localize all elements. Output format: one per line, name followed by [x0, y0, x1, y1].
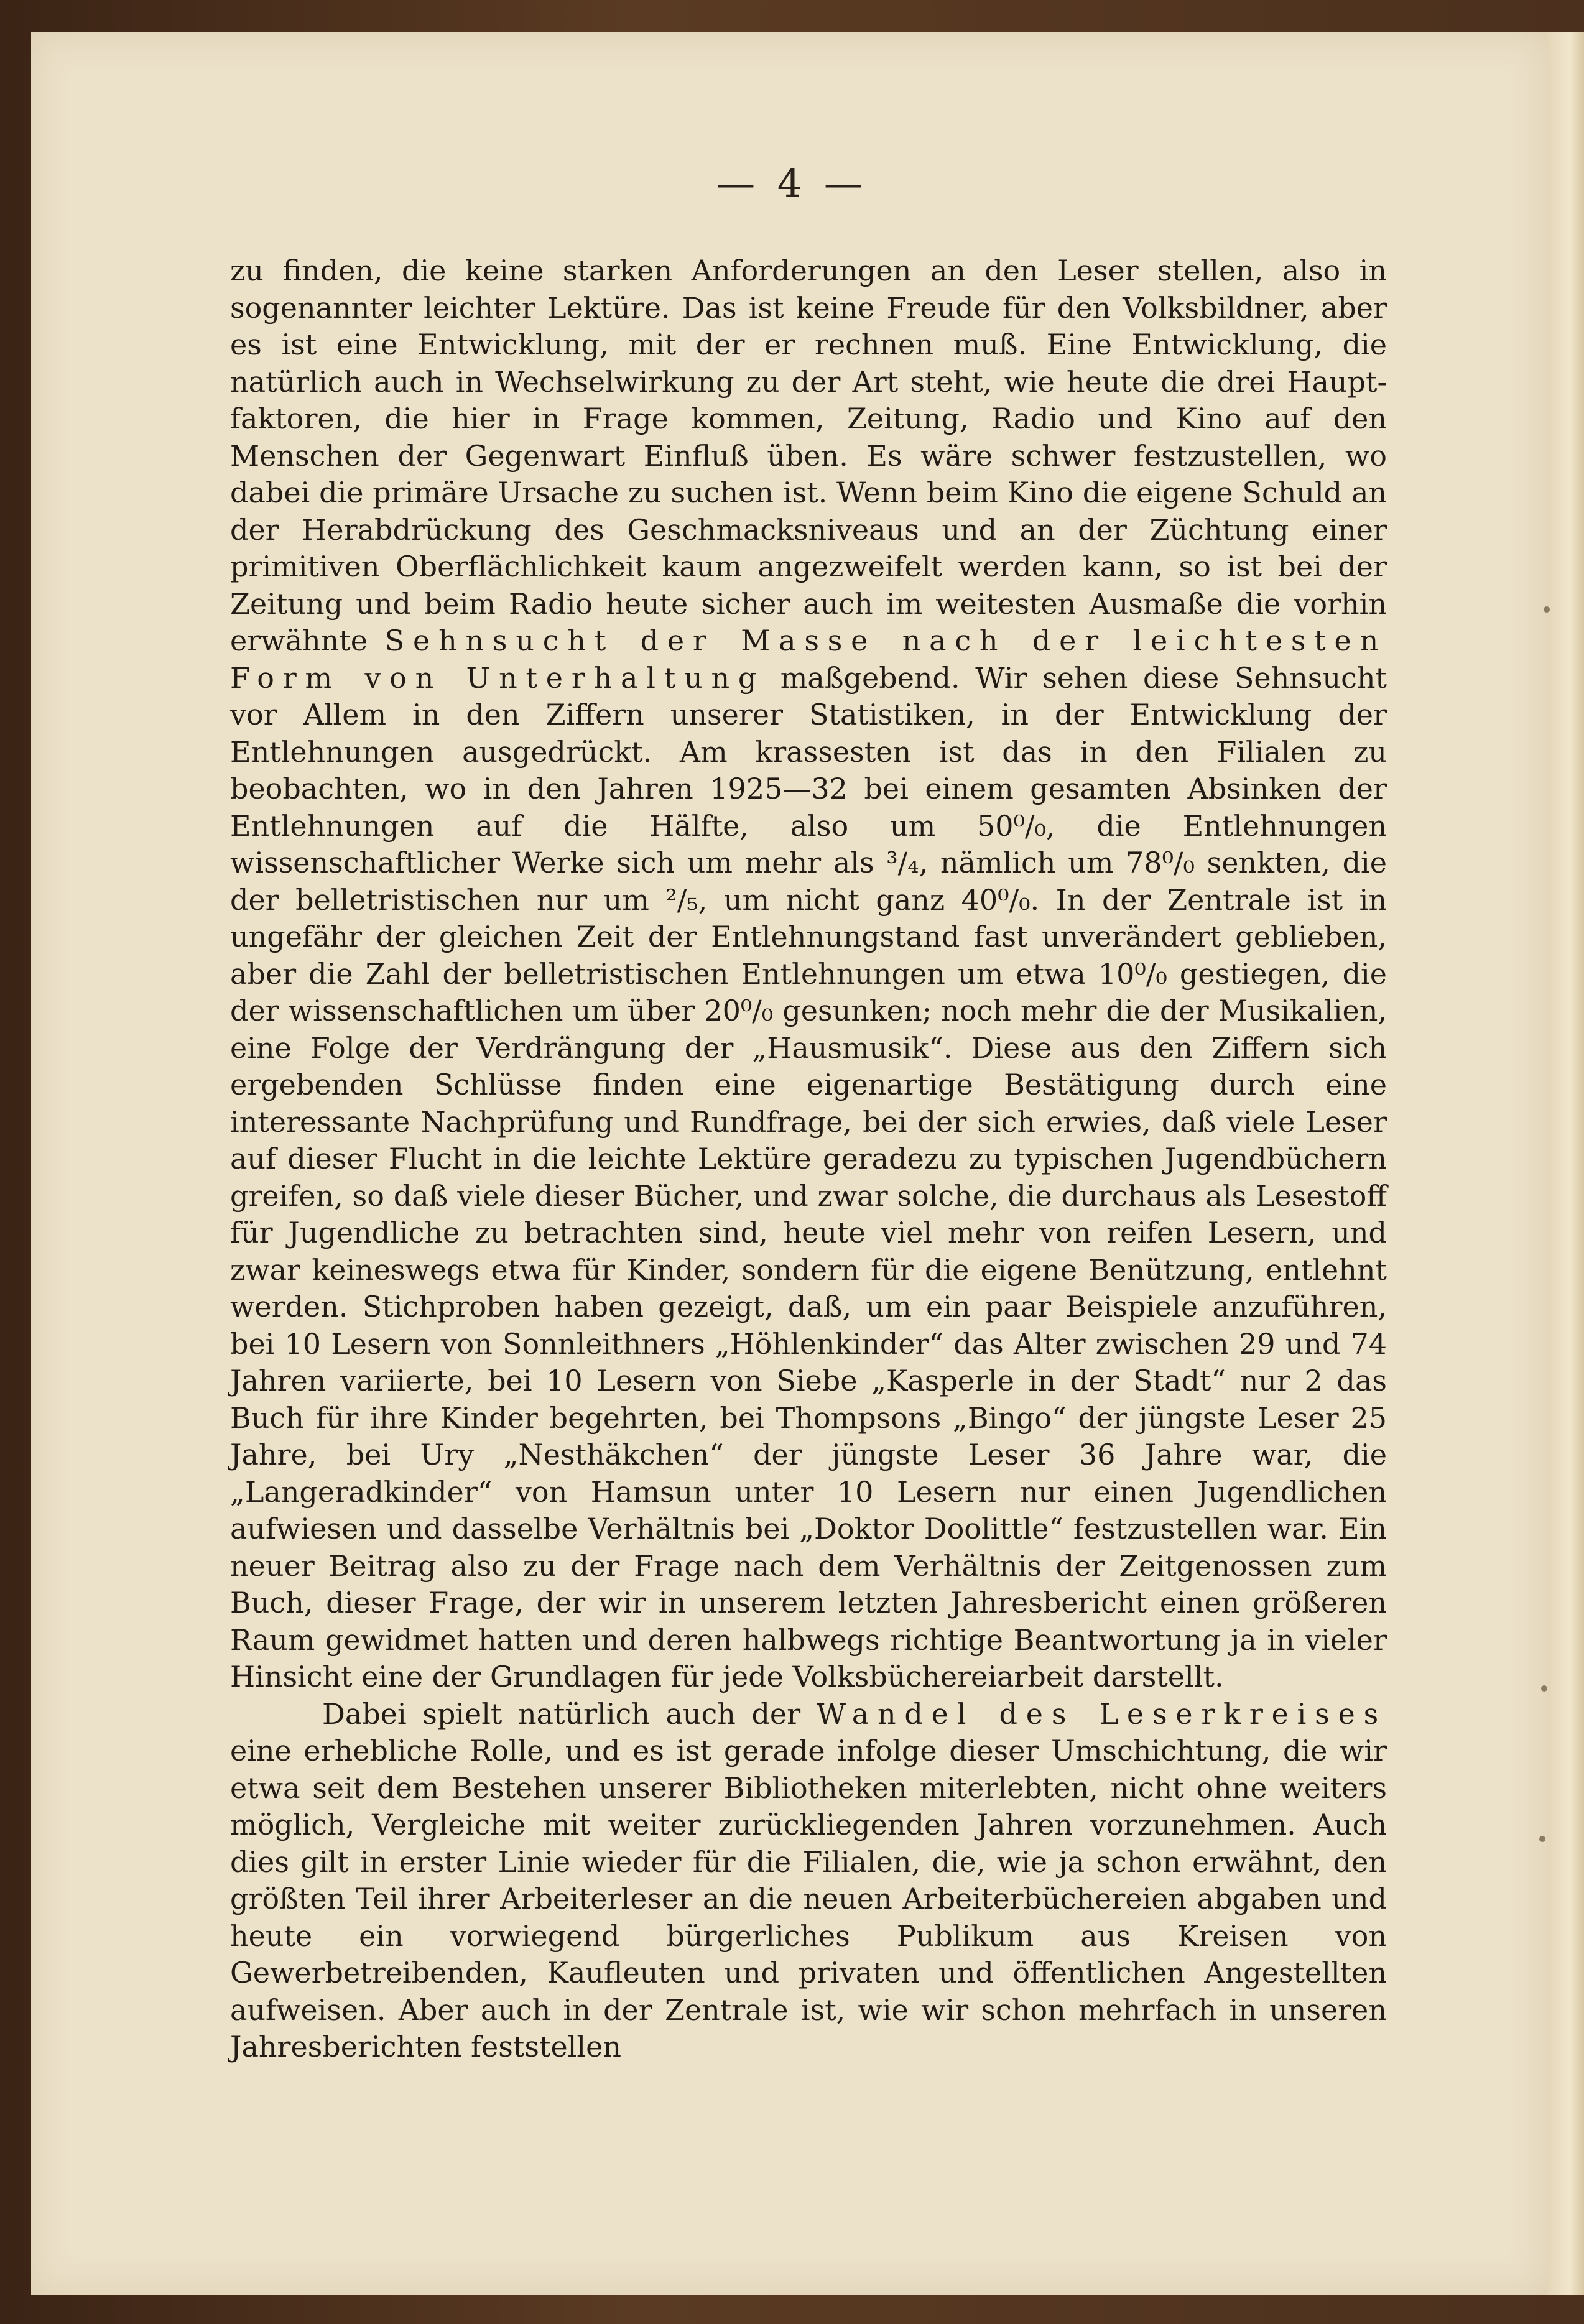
paragraph-2-emphasis: Wandel des Leserkreises — [816, 1697, 1387, 1731]
page-number: — 4 — — [716, 160, 868, 206]
margin-speck — [1544, 606, 1550, 613]
paragraph-1-emphasis: Sehnsucht der Masse nach der leichtesten Form von Unterhaltung — [230, 624, 1387, 695]
paragraph-1 — [230, 252, 1387, 1696]
margin-speck — [1541, 1685, 1547, 1692]
paragraph-2-segment-3: eine erhebliche Rolle, und es ist gerade infolge dieser Umschichtung, die wir etwa seit dem Bestehen unserer Bibliotheken miterlebten, nicht ohne weiters möglich, Vergleiche mit weiter zurückliegenden Jahren vorzunehmen. Auch dies gilt in erster Linie wieder für die Filialen, die, wie ja schon erwähnt, den größten Teil ihrer Arbeiterleser an die neuen Arbeiterbüchereien abgaben und heute ein vorwiegend bürgerliches Publikum aus Kreisen von Gewerbetreibenden, Kaufleuten und privaten und öffentlichen Angestellten aufweisen. Aber auch in der Zentrale ist, wie wir schon mehrfach in unseren Jahresberichten feststellen — [230, 1734, 1387, 2063]
paragraph-1-segment-3: maßgebend. Wir sehen diese Sehnsucht vor Allem in den Ziffern unserer Statistiken, in der Entwicklung der Entlehnungen ausgedrückt. Am krassesten ist das in den Filialen zu beobachten, wo in den Jahren 1925—32 bei einem gesamten Absinken der Entlehnungen auf die Hälfte, also um 50⁰/₀, die Entlehnungen wissenschaftlicher Werke sich um mehr als ³/₄, nämlich um 78⁰/₀ senkten, die der belletristischen nur um ²/₅, um nicht ganz 40⁰/₀. In der Zentrale ist in ungefähr der gleichen Zeit der Entlehnungstand fast unverändert geblieben, aber die Zahl der belletristischen Entlehnungen um etwa 10⁰/₀ gestiegen, die der wissenschaftlichen um über 20⁰/₀ gesunken; noch mehr die der Musikalien, eine Folge der Verdrängung der „Hausmusik“. Diese aus den Ziffern sich ergebenden Schlüsse finden eine eigenartige Bestätigung durch eine interessante Nachprüfung und Rundfrage, bei der sich erwies, daß viele Leser auf dieser Flucht in die leichte Lektüre geradezu zu typischen Jugendbüchern greifen, so daß viele dieser Bücher, und zwar solche, die durchaus als Lesestoff für Jugendliche zu betrachten sind, heute viel mehr von reifen Lesern, und zwar keineswegs etwa für Kinder, sondern für die eigene Benützung, entlehnt werden. Stichproben haben gezeigt, daß, um ein paar Beispiele anzuführen, bei 10 Lesern von Sonnleithners „Höhlenkinder“ das Alter zwischen 29 und 74 Jahren variierte, bei 10 Lesern von Siebe „Kasperle in der Stadt“ nur 2 das Buch für ihre Kinder begehrten, bei Thompsons „Bingo“ der jüngste Leser 25 Jahre, bei Ury „Nesthäkchen“ der jüngste Leser 36 Jahre war, die „Langeradkinder“ von Hamsun unter 10 Lesern nur einen Jugendlichen aufwiesen und dasselbe Verhältnis bei „Doktor Doolittle“ festzustellen war. Ein neuer Beitrag also zu der Frage nach dem Verhältnis der Zeitgenossen zum Buch, dieser Frage, der wir in unserem letzten Jahresbericht einen größeren Raum gewidmet hatten und deren halbwegs richtige Beantwortung ja in vieler Hinsicht eine der Grundlagen für jede Volksbüchereiarbeit darstellt. — [230, 660, 1387, 1693]
paragraph-1-segment-1: zu finden, die keine starken Anforderungen an den Leser stellen, also in sogenannter leichter Lektüre. Das ist keine Freude für den Volksbildner, aber es ist eine Entwicklung, mit der er rechnen muß. Eine Entwicklung, die natürlich auch in Wechselwirkung zu der Art steht, wie heute die drei Hauptfaktoren, die hier in Frage kommen, Zeitung, Radio und Kino auf den Menschen der Gegenwart Einfluß üben. Es wäre schwer festzustellen, wo dabei die primäre Ursache zu suchen ist. Wenn beim Kino die eigene Schuld an der Herabdrückung des Geschmacksniveaus und an der Züchtung einer primitiven Oberflächlichkeit kaum angezweifelt werden kann, so ist bei der Zeitung und beim Radio heute sicher auch im weitesten Ausmaße die vorhin erwähnte — [230, 254, 1387, 657]
body-text — [230, 252, 1387, 2066]
paragraph-2 — [230, 1696, 1387, 2066]
next-page-edge — [1547, 32, 1584, 2295]
paragraph-2-segment-1: Dabei spielt natürlich auch der — [322, 1697, 817, 1731]
margin-speck — [1539, 1836, 1545, 1842]
